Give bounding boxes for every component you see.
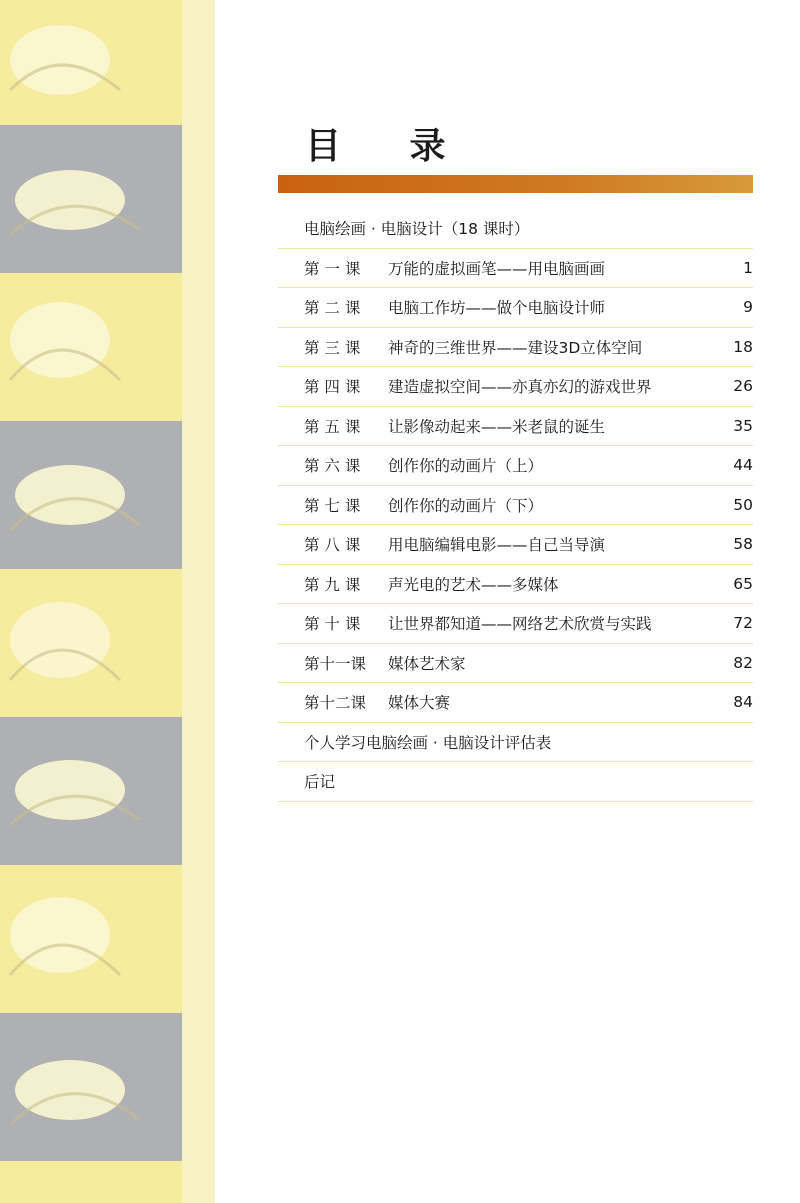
lesson-number: 第 一 课 — [304, 259, 361, 278]
lesson-title: 建造虚拟空间——亦真亦幻的游戏世界 — [388, 378, 652, 397]
table-of-contents — [278, 209, 753, 802]
appendix-title: 个人学习电脑绘画 · 电脑设计评估表 — [304, 733, 552, 752]
lesson-title: 媒体艺术家 — [388, 654, 466, 673]
lesson-title: 创作你的动画片（下） — [388, 496, 544, 515]
page-number: 84 — [733, 693, 753, 712]
toc-row-evaluation-form[interactable] — [278, 723, 753, 763]
toc-row[interactable] — [278, 525, 753, 565]
toc-row[interactable] — [278, 328, 753, 368]
lesson-title: 让影像动起来——米老鼠的诞生 — [388, 417, 606, 436]
lesson-title: 让世界都知道——网络艺术欣赏与实践 — [388, 615, 652, 634]
toc-row[interactable] — [278, 683, 753, 723]
strip-edge — [182, 0, 215, 1203]
toc-row[interactable] — [278, 249, 753, 289]
toc-row[interactable] — [278, 407, 753, 447]
afterword-title: 后记 — [304, 773, 336, 792]
toc-row[interactable] — [278, 367, 753, 407]
lesson-title: 媒体大赛 — [388, 694, 451, 713]
lesson-number: 第 五 课 — [304, 417, 361, 436]
lesson-number: 第 四 课 — [304, 378, 361, 397]
toc-row-afterword[interactable] — [278, 762, 753, 802]
page-number: 65 — [733, 574, 753, 593]
page-number: 35 — [733, 416, 753, 435]
lesson-number: 第十一课 — [304, 654, 367, 673]
lesson-number: 第十二课 — [304, 694, 367, 713]
page-number: 44 — [733, 456, 753, 475]
lesson-title: 声光电的艺术——多媒体 — [388, 575, 559, 594]
page-title: 目 录 — [305, 125, 474, 167]
lesson-number: 第 三 课 — [304, 338, 361, 357]
page-number: 18 — [733, 337, 753, 356]
toc-row[interactable] — [278, 486, 753, 526]
lesson-title: 万能的虚拟画笔——用电脑画画 — [388, 259, 606, 278]
toc-row[interactable] — [278, 604, 753, 644]
cartoon-monkey-pattern — [0, 0, 182, 1203]
lesson-number: 第 二 课 — [304, 299, 361, 318]
page-number: 82 — [733, 653, 753, 672]
page-number: 1 — [743, 258, 753, 277]
toc-row[interactable] — [278, 644, 753, 684]
toc-row[interactable] — [278, 288, 753, 328]
page-number: 58 — [733, 535, 753, 554]
toc-row[interactable] — [278, 446, 753, 486]
lesson-title: 用电脑编辑电影——自己当导演 — [388, 536, 606, 555]
lesson-number: 第 八 课 — [304, 536, 361, 555]
toc-row[interactable] — [278, 565, 753, 605]
lesson-title: 神奇的三维世界——建设3D立体空间 — [388, 338, 643, 357]
page-number: 50 — [733, 495, 753, 514]
page-number: 26 — [733, 377, 753, 396]
toc-section-heading: 电脑绘画 · 电脑设计（18 课时） — [278, 209, 753, 249]
lesson-number: 第 七 课 — [304, 496, 361, 515]
lesson-number: 第 九 课 — [304, 575, 361, 594]
lesson-number: 第 十 课 — [304, 615, 361, 634]
page-number: 9 — [743, 298, 753, 317]
lesson-number: 第 六 课 — [304, 457, 361, 476]
lesson-title: 创作你的动画片（上） — [388, 457, 544, 476]
title-rule — [278, 175, 753, 193]
page-number: 72 — [733, 614, 753, 633]
lesson-title: 电脑工作坊——做个电脑设计师 — [388, 299, 606, 318]
